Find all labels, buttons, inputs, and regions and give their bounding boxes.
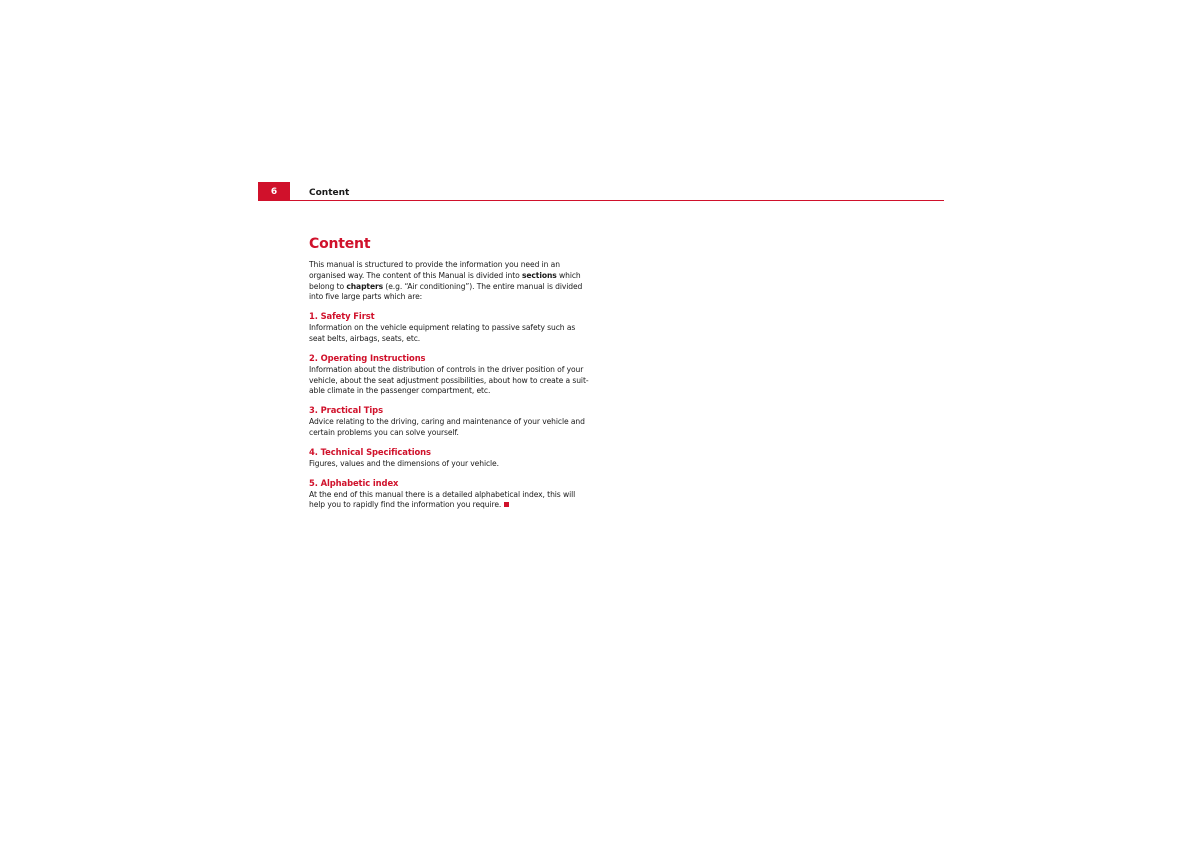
intro-text-1: This manual is structured to provide the information you need in an organised way. The content of this Manual is divided into (309, 260, 560, 280)
section-paragraph-alphabetic-index (309, 490, 591, 512)
section-heading-technical-specifications: 4. Technical Specifications (309, 446, 431, 457)
main-content (309, 236, 591, 511)
section-text-safety-first: Information on the vehicle equipment relating to passive safety such as seat belts, airbags, seats, etc. (309, 323, 576, 343)
end-of-section-square-icon (504, 502, 509, 507)
page-number: 6 (258, 182, 290, 201)
section-text-technical-specifications: Figures, values and the dimensions of your vehicle. (309, 458, 499, 468)
intro-text-3: (e.g. “Air conditioning”). The entire manual is divided into five large parts which are: (309, 281, 583, 302)
section-heading-safety-first: 1. Safety First (309, 311, 375, 322)
page-title: Content (309, 236, 371, 252)
section-text-practical-tips: Advice relating to the driving, caring and maintenance of your vehicle and certain problems you can solve yourself. (309, 417, 585, 437)
running-header-title: Content (309, 188, 350, 198)
intro-text-2: which belong to (309, 270, 581, 291)
intro-paragraph (309, 260, 591, 303)
header-divider (258, 200, 944, 201)
section-text-operating-instructions: Information about the distribution of controls in the driver position of your vehicle, about the seat adjustment possibilities, about how to create a suit-able climate in the passenger compartment, etc. (309, 364, 589, 396)
section-text-alphabetic-index: At the end of this manual there is a detailed alphabetical index, this will help you to rapidly find the information you require. (309, 489, 576, 510)
intro-bold-sections: sections (521, 270, 557, 280)
section-heading-operating-instructions: 2. Operating Instructions (309, 352, 426, 363)
intro-bold-chapters: chapters (346, 281, 384, 291)
section-heading-practical-tips: 3. Practical Tips (309, 405, 383, 416)
section-heading-alphabetic-index: 5. Alphabetic index (309, 477, 399, 488)
